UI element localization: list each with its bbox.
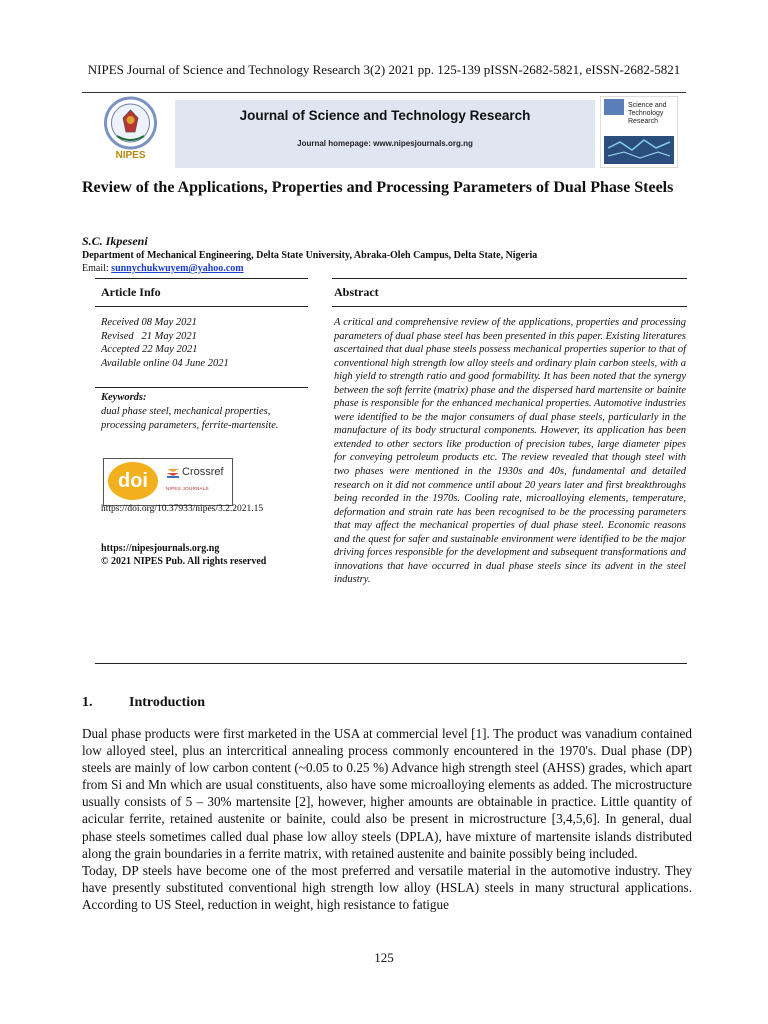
cover-line-3: Research <box>628 118 658 125</box>
accepted-date: Accepted 22 May 2021 <box>101 344 198 355</box>
online-date: Available online 04 June 2021 <box>101 357 229 369</box>
revised-date: Revised 21 May 2021 <box>101 330 197 342</box>
section-number: 1. <box>82 695 93 710</box>
keywords-heading: Keywords: <box>101 392 147 403</box>
abstract-text: A critical and comprehensive review of the applications, properties and processing parameters of dual phase steel has been presented in this paper. Existing literatures ascertained that dual phase steels possess mechanical properties superior to that of conventional high strength low alloy steels and ordinary plain carbon steels, with a high yield to strength ratio and good formability. It has been noted that the synergy between the soft ferrite (matrix) phase and the dispersed hard martensite or bainite phase is responsible for the enhanced mechanical properties. Automotive industries were identified to be the major consumers of dual phase steels, particularly in the manufacture of its body structural components. However, its application has been extended to other sectors like production of precision tubes, large diameter pipes for conveying petroleum products etc. The review revealed that though steel with two phases were mentioned in the 1930s and 40s, fundamental and detailed research on it did not commence until about 20 years later and first breakthroughs being recorded in the 1970s. Cooling rate, microalloying elements, temperature, deformation and strain rate has been recognised to be the processing parameters that may affect the mechanical properties of dual phase steel. Economic reasons and the quest for safer and sustainable environment were identified to be the major driving forces responsible for the development and subsequent transformations and innovations that have occurred in dual phase steels since its advent in the steel industry. <box>334 317 686 586</box>
abstract-top-rule <box>332 278 687 279</box>
article-info-dates-rule <box>95 387 308 388</box>
keywords-list: dual phase steel, mechanical properties, processing parameters, ferrite-martensite. <box>101 406 279 431</box>
site-link[interactable]: https://nipesjournals.org.ng <box>101 543 220 554</box>
doi-link[interactable]: https://doi.org/10.37933/nipes/3.2.2021.15 <box>101 504 264 514</box>
journal-homepage[interactable]: Journal homepage: www.nipesjournals.org.ng <box>297 139 473 148</box>
header-rule <box>82 92 686 93</box>
journal-name: Journal of Science and Technology Research <box>239 108 531 123</box>
doi-logo: doi <box>108 462 158 500</box>
intro-paragraph-2: Today, DP steels have become one of the most preferred and versatile material in the automotive industry. They have presently substituted conventional high strength low alloy (HSLA) steels in many structural applications. According to US Steel, reduction in weight, high resistance to fatigue <box>82 862 692 912</box>
section-title: Introduction <box>129 695 205 710</box>
page-number: 125 <box>374 950 394 965</box>
author-affiliation: Department of Mechanical Engineering, Delta State University, Abraka-Oleh Campus, Delta State, Nigeria <box>82 250 538 261</box>
cover-line-1: Science and <box>628 102 667 109</box>
info-box-bottom-rule <box>95 663 687 664</box>
crossref-subtitle: NIPES JOURNALS <box>166 486 209 491</box>
article-info-heading: Article Info <box>101 285 161 299</box>
abstract-header-rule <box>332 306 687 307</box>
crossref-icon <box>166 467 180 479</box>
received-date: Received 08 May 2021 <box>101 317 197 328</box>
logo-label: NIPES <box>115 150 146 161</box>
intro-paragraph-1: Dual phase products were first marketed in the USA at commercial level [1]. The product was vanadium contained low alloyed steel, plus an intercritical annealing process commonly encountered in the 1970's. Dual phase (DP) steels are mainly of low carbon content (~0.05 to 0.25 %) Advance high strength steel (AHSS) grades, which apart from Si and Mn which are usual constituents, also have some microalloying elements as added. The microstructure usually consists of 5 – 30% martensite [2], however, higher amounts are obtainable in practice. Little quantity of acicular ferrite, retained austenite or bainite, could also be present in microstructure [3,4,5,6]. In general, dual phase steels sometimes called dual phase low alloy steels (DPLA), have mixture of martensite islands distributed along the grain boundaries in a ferrite matrix, with retained austenite and bainite possibly being included. <box>82 726 692 861</box>
copyright-notice: © 2021 NIPES Pub. All rights reserved <box>101 555 267 567</box>
paper-title: Review of the Applications, Properties and Processing Parameters of Dual Phase Steels <box>82 179 674 196</box>
email-label: Email: <box>82 263 112 274</box>
article-info-header-rule <box>95 306 308 307</box>
email-row <box>82 263 244 274</box>
journal-cover-icon <box>600 96 678 168</box>
introduction-body <box>82 725 692 913</box>
publisher-footer <box>101 543 266 568</box>
abstract-heading: Abstract <box>334 285 379 299</box>
email-link[interactable]: sunnychukwuyem@yahoo.com <box>111 263 244 274</box>
author-name: S.C. Ikpeseni <box>82 234 148 248</box>
article-info-top-rule <box>95 278 308 279</box>
running-header: NIPES Journal of Science and Technology Research 3(2) 2021 pp. 125-139 pISSN-2682-5821, eISSN-2682-5821 <box>87 62 681 77</box>
keywords-label: Keywords <box>101 392 143 403</box>
cover-line-2: Technology <box>628 110 664 117</box>
crossref-logo: Crossref <box>182 466 224 478</box>
article-dates <box>101 316 311 370</box>
